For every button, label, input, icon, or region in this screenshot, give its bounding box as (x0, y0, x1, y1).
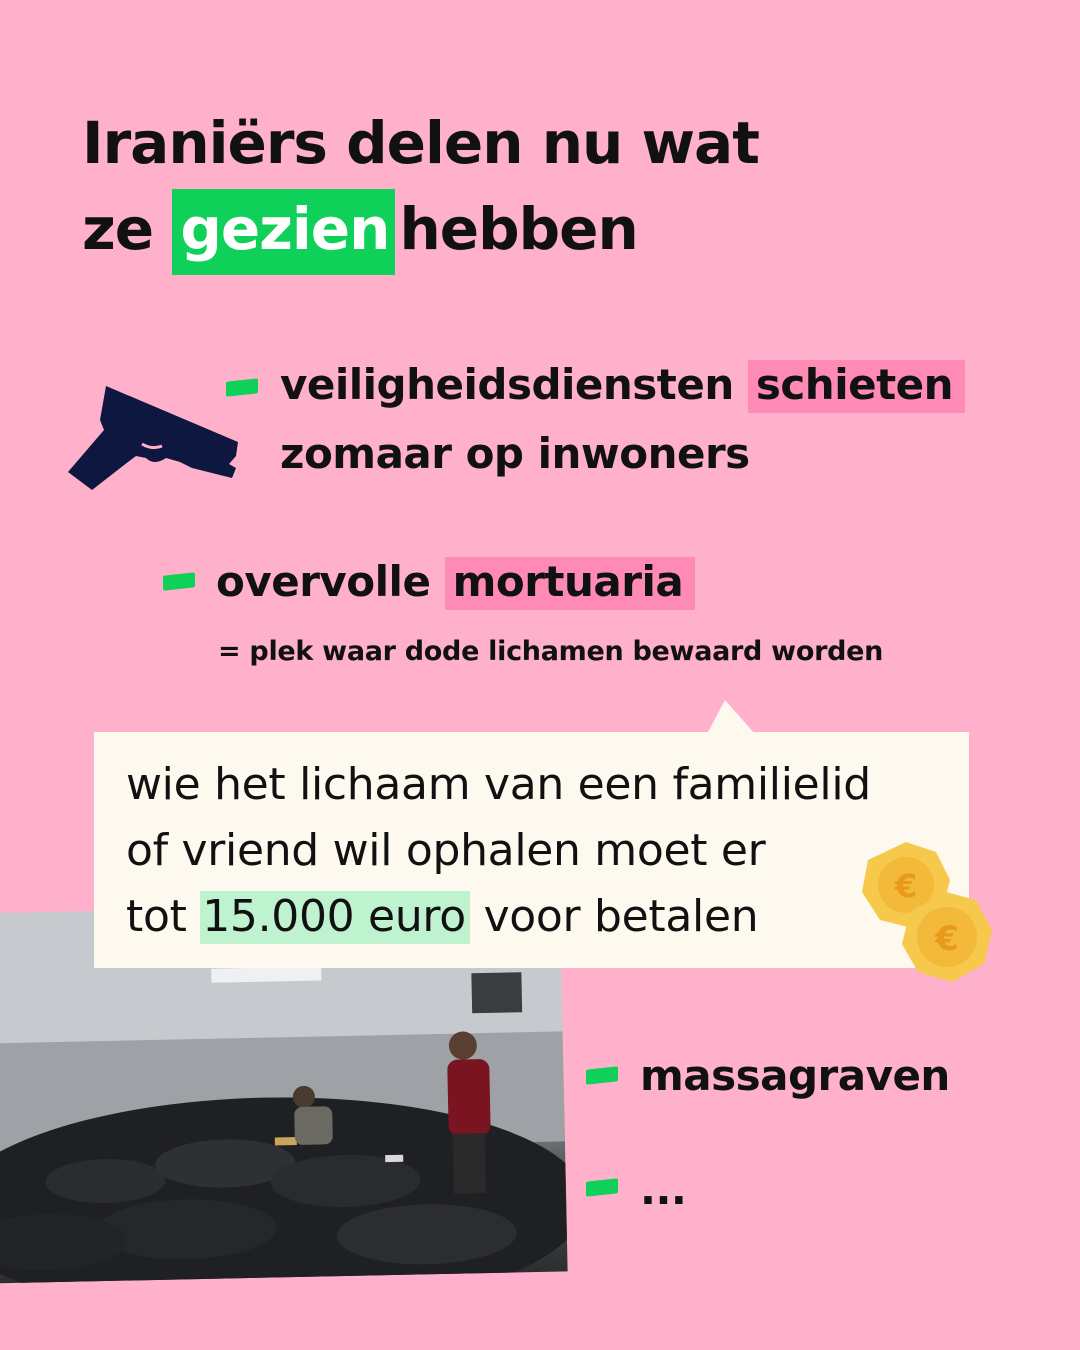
page-title (82, 100, 759, 275)
bullet-1-line-2: zomaar op inwoners (280, 429, 750, 478)
bubble-line-2: of vriend wil ophalen moet er (126, 825, 766, 876)
bullet-1-line-1 (280, 355, 965, 415)
bullet-2-text: overvolle (216, 557, 431, 606)
title-line-1: Iraniërs delen nu wat (82, 109, 759, 177)
svg-text:€: € (894, 867, 918, 905)
bullet-1-text: veiligheidsdiensten (280, 360, 734, 409)
title-line-2-prefix: ze (82, 195, 154, 263)
bullet-3-text: massagraven (640, 1051, 950, 1100)
speech-bubble-tail (707, 700, 755, 734)
bubble-line-1: wie het lichaam van een familielid (126, 759, 871, 810)
bullet-marker-2 (163, 572, 195, 590)
bullet-marker-1 (226, 378, 258, 396)
title-line-2-suffix: hebben (399, 195, 638, 263)
bubble-line-3 (126, 884, 758, 950)
bullet-2-highlight: mortuaria (445, 557, 696, 610)
bullet-marker-4 (586, 1178, 618, 1196)
bullet-marker-3 (586, 1066, 618, 1084)
gun-icon (66, 384, 242, 490)
bubble-highlight-amount: 15.000 euro (200, 891, 470, 944)
bubble-line-3-prefix: tot (126, 891, 187, 942)
svg-text:€: € (935, 919, 959, 959)
title-highlight: gezien (172, 189, 395, 275)
bubble-line-3-suffix: voor betalen (483, 891, 759, 942)
euro-coins-icon (856, 840, 996, 988)
bullet-4-text: ... (640, 1165, 687, 1214)
bullet-2-note: = plek waar dode lichamen bewaard worden (218, 636, 884, 667)
bullet-2-line (216, 552, 695, 612)
bullet-1-highlight: schieten (748, 360, 965, 413)
